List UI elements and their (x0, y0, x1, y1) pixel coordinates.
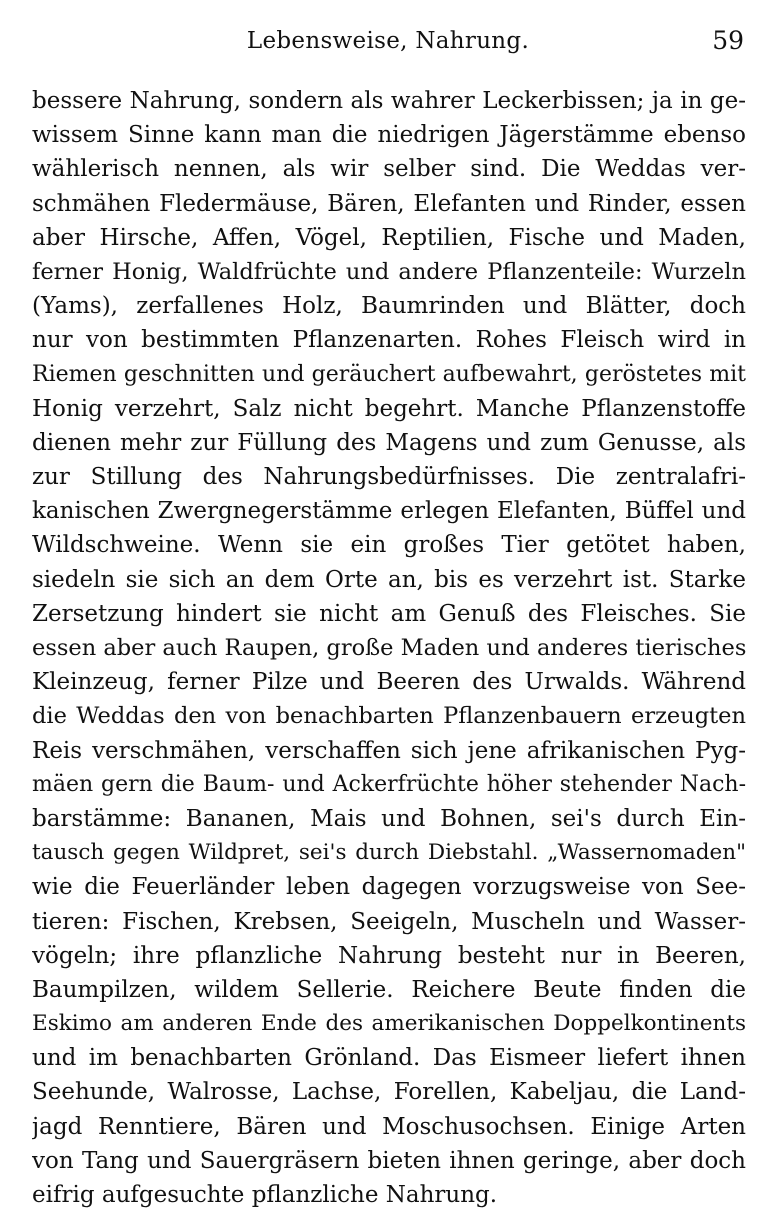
text-line: und im benachbarten Grönland. Das Eismeer liefert ihnen (32, 1045, 746, 1072)
running-head: Lebensweise, Nahrung. (246, 28, 530, 54)
text-line: Eskimo am anderen Ende des amerikanischen Doppelkontinents (32, 1011, 746, 1037)
text-line: barstämme: Bananen, Mais und Bohnen, sei's durch Ein- (32, 805, 746, 832)
text-line: Seehunde, Walrosse, Lachse, Forellen, Kabeljau, die Land- (32, 1079, 746, 1106)
page-header (32, 24, 744, 60)
body-text (32, 84, 746, 1212)
text-line: die Weddas den von benachbarten Pflanzenbauern erzeugten (32, 703, 746, 730)
text-line: Baumpilzen, wildem Sellerie. Reichere Beute finden die (32, 976, 746, 1003)
text-line: Honig verzehrt, Salz nicht begehrt. Manche Pflanzenstoffe (32, 395, 746, 422)
text-line: von Tang und Sauergräsern bieten ihnen geringe, aber doch (32, 1147, 746, 1174)
text-line: jagd Renntiere, Bären und Moschusochsen. Einige Arten (32, 1113, 746, 1140)
text-line: eifrig aufgesuchte pflanzliche Nahrung. (32, 1182, 498, 1208)
text-line: Riemen geschnitten und geräuchert aufbewahrt, geröstetes mit (32, 361, 746, 387)
text-line: tausch gegen Wildpret, sei's durch Diebstahl. „Wassernomaden" (32, 840, 746, 866)
text-line: Reis verschmähen, verschaffen sich jene afrikanischen Pyg- (32, 737, 746, 764)
text-line: essen aber auch Raupen, große Maden und anderes tierisches (32, 635, 746, 661)
text-line: wie die Feuerländer leben dagegen vorzugsweise von See- (32, 874, 746, 901)
text-line: (Yams), zerfallenes Holz, Baumrinden und Blätter, doch (32, 293, 746, 320)
text-line: bessere Nahrung, sondern als wahrer Leckerbissen; ja in ge- (32, 88, 746, 114)
text-line: wissem Sinne kann man die niedrigen Jägerstämme ebenso (32, 122, 746, 149)
text-line: mäen gern die Baum- und Ackerfrüchte höher stehender Nach- (32, 771, 746, 797)
text-line: vögeln; ihre pflanzliche Nahrung besteht nur in Beeren, (32, 942, 746, 969)
page-number: 59 (712, 26, 744, 55)
text-line: siedeln sie sich an dem Orte an, bis es verzehrt ist. Starke (32, 566, 746, 593)
text-line: zur Stillung des Nahrungsbedürfnisses. Die zentralafri- (32, 464, 746, 491)
text-line: Wildschweine. Wenn sie ein großes Tier getötet haben, (32, 532, 746, 559)
text-line: tieren: Fischen, Krebsen, Seeigeln, Muscheln und Wasser- (32, 908, 746, 935)
text-line: dienen mehr zur Füllung des Magens und zum Genusse, als (32, 429, 746, 456)
text-line: nur von bestimmten Pflanzenarten. Rohes Fleisch wird in (32, 327, 746, 354)
text-line: kanischen Zwergnegerstämme erlegen Elefanten, Büffel und (32, 498, 746, 525)
text-line: ferner Honig, Waldfrüchte und andere Pflanzenteile: Wurzeln (32, 258, 746, 285)
text-line: wählerisch nennen, als wir selber sind. Die Weddas ver- (32, 156, 746, 183)
text-line: aber Hirsche, Affen, Vögel, Reptilien, Fische und Maden, (32, 224, 746, 251)
text-line: Zersetzung hindert sie nicht am Genuß des Fleisches. Sie (32, 600, 746, 627)
text-line: Kleinzeug, ferner Pilze und Beeren des Urwalds. Während (32, 669, 746, 696)
text-line: schmähen Fledermäuse, Bären, Elefanten und Rinder, essen (32, 190, 746, 217)
